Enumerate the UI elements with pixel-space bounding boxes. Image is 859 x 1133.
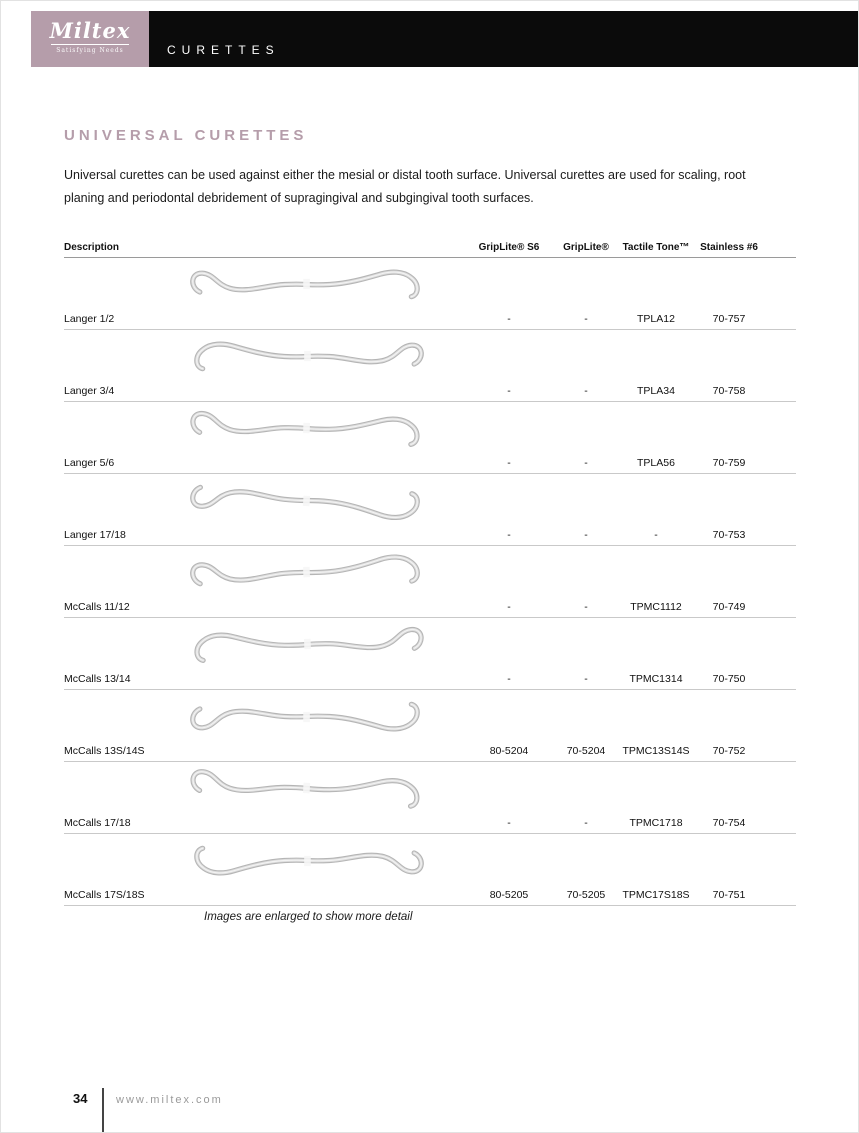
row-griplite: 70-5204 [566,745,606,757]
row-griplite-s6: 80-5204 [489,745,529,757]
row-tactile-tone: TPLA56 [637,457,675,469]
row-griplite: - [584,457,588,469]
page-number: 34 [73,1091,88,1106]
curette-image [176,837,438,884]
curette-image [176,261,438,308]
row-description: Langer 3/4 [64,385,115,397]
row-stainless: 70-750 [712,673,746,685]
table-row [64,474,796,546]
logo-underline [51,44,129,45]
row-griplite-s6: - [507,673,511,685]
row-stainless: 70-759 [712,457,746,469]
header-bar [149,11,858,67]
row-stainless: 70-758 [712,385,746,397]
table-row [64,546,796,618]
row-griplite: 70-5205 [566,889,606,901]
row-tactile-tone: TPMC17S18S [622,889,690,901]
row-description: McCalls 11/12 [64,601,130,613]
col-header-stainless: Stainless #6 [700,242,758,253]
row-description: Langer 5/6 [64,457,115,469]
table-row [64,618,796,690]
row-stainless: 70-751 [712,889,746,901]
brand-logo [31,11,149,67]
row-griplite: - [584,601,588,613]
row-description: McCalls 17S/18S [64,889,145,901]
row-griplite: - [584,385,588,397]
table-row [64,330,796,402]
row-griplite-s6: - [507,313,511,325]
curette-image [176,549,438,596]
row-tactile-tone: TPLA34 [637,385,675,397]
col-header-griplite-s6: GripLite® S6 [478,242,540,253]
footer-divider [102,1088,104,1133]
brand-tagline: Satisfying Needs [56,47,124,54]
brand-logo-text: Miltex [49,18,131,43]
enlarged-images-note: Images are enlarged to show more detail [204,911,413,923]
row-stainless: 70-757 [712,313,746,325]
row-description: Langer 1/2 [64,313,115,325]
row-stainless: 70-749 [712,601,746,613]
curette-image [176,405,438,452]
row-griplite-s6: - [507,817,511,829]
col-header-description: Description [64,242,120,253]
row-stainless: 70-754 [712,817,746,829]
row-description: Langer 17/18 [64,529,126,541]
curette-image [176,693,438,740]
curette-image [176,333,438,380]
row-griplite-s6: - [507,601,511,613]
row-griplite-s6: - [507,529,511,541]
row-tactile-tone: TPMC1718 [629,817,683,829]
row-description: McCalls 17/18 [64,817,131,829]
row-griplite: - [584,673,588,685]
row-tactile-tone: TPMC1314 [629,673,683,685]
row-tactile-tone: TPLA12 [637,313,675,325]
row-griplite: - [584,817,588,829]
row-tactile-tone: TPMC1112 [630,601,682,613]
row-tactile-tone: TPMC13S14S [622,745,690,757]
row-griplite: - [584,313,588,325]
row-griplite-s6: - [507,457,511,469]
row-griplite-s6: - [507,385,511,397]
curette-image [176,477,438,524]
table-header-row [64,242,796,258]
row-stainless: 70-753 [712,529,746,541]
row-description: McCalls 13S/14S [64,745,145,757]
table-row [64,402,796,474]
row-description: McCalls 13/14 [64,673,131,685]
row-stainless: 70-752 [712,745,746,757]
col-header-griplite: GripLite® [563,242,609,253]
table-row [64,690,796,762]
table-row [64,258,796,330]
curette-image [176,621,438,668]
intro-paragraph: Universal curettes can be used against either the mesial or distal tooth surface. Universal curettes are used for scaling, root planing and periodontal debridement of supragingival and subgingival tooth surfaces. [64,168,746,205]
row-griplite-s6: 80-5205 [489,889,529,901]
curette-image [176,765,438,812]
product-table [64,242,796,923]
footer-url: www.miltex.com [116,1094,223,1106]
table-row [64,834,796,906]
section-title: UNIVERSAL CURETTES [64,127,308,144]
col-header-tactile-tone: Tactile Tone™ [622,242,690,253]
header-title: CURETTES [167,43,280,57]
row-griplite: - [584,529,588,541]
row-tactile-tone: - [654,529,658,541]
table-row [64,762,796,834]
